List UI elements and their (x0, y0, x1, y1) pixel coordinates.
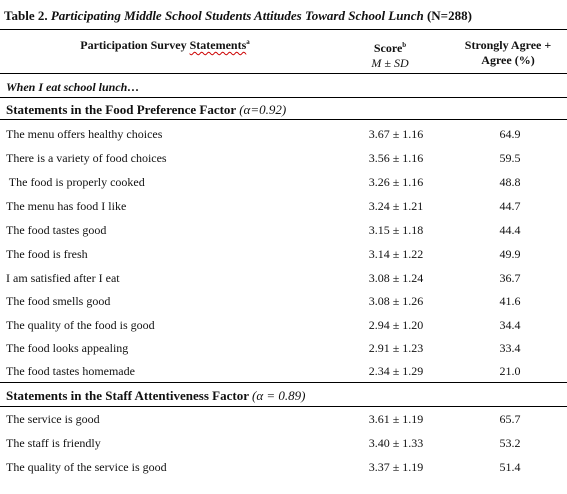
row-score: 3.61 ± 1.19 (368, 412, 424, 426)
row-statement: I am satisfied after I eat (6, 271, 120, 285)
header-score-label: Score (373, 41, 403, 55)
section-title-staff-alpha: (α = 0.89) (252, 388, 306, 403)
table-caption (4, 8, 472, 24)
row-agree: 44.4 (499, 223, 521, 237)
row-agree: 41.6 (499, 294, 521, 308)
row-agree: 51.4 (499, 460, 521, 474)
section-title-staff (6, 388, 306, 404)
header-rule (0, 73, 567, 74)
row-agree: 64.9 (499, 127, 521, 141)
table-row (0, 412, 567, 436)
section-rule-1b (0, 119, 567, 120)
row-statement: The service is good (6, 412, 100, 426)
row-agree: 21.0 (499, 364, 521, 378)
intro-text: When I eat school lunch… (6, 80, 140, 94)
row-score: 2.94 ± 1.20 (368, 318, 424, 332)
caption-n: (N=288) (426, 8, 472, 23)
table-row (0, 318, 567, 342)
row-score: 3.26 ± 1.16 (368, 175, 424, 189)
table-row (0, 436, 567, 460)
header-agree (452, 38, 564, 68)
row-statement: The quality of the food is good (6, 318, 155, 332)
table-row (0, 199, 567, 223)
caption-lead: Table 2. (4, 8, 48, 23)
section-title-staff-text: Statements in the Staff Attentiveness Factor (6, 388, 249, 403)
header-statements-sup: a (246, 38, 250, 46)
row-score: 3.15 ± 1.18 (368, 223, 424, 237)
header-statements-label: Participation Survey (80, 38, 190, 52)
header-score (352, 38, 428, 71)
row-statement: The food is fresh (6, 247, 88, 261)
table-row (0, 271, 567, 295)
table-row (0, 364, 567, 388)
row-agree: 33.4 (499, 341, 521, 355)
row-score: 3.40 ± 1.33 (368, 436, 424, 450)
row-statement: There is a variety of food choices (6, 151, 167, 165)
row-score: 3.67 ± 1.16 (368, 127, 424, 141)
table-row (0, 341, 567, 365)
top-rule (0, 29, 567, 30)
row-statement: The food is properly cooked (6, 175, 145, 189)
row-score: 3.08 ± 1.26 (368, 294, 424, 308)
row-score: 2.91 ± 1.23 (368, 341, 424, 355)
row-agree: 49.9 (499, 247, 521, 261)
row-statement: The food tastes homemade (6, 364, 135, 378)
row-agree: 44.7 (499, 199, 521, 213)
table-row (0, 127, 567, 151)
section-title-food-alpha: (α=0.92) (239, 102, 287, 117)
row-statement: The menu has food I like (6, 199, 127, 213)
row-statement: The food looks appealing (6, 341, 129, 355)
row-agree: 36.7 (499, 271, 521, 285)
row-statement: The food tastes good (6, 223, 107, 237)
section-rule-2a (0, 382, 567, 383)
row-agree: 48.8 (499, 175, 521, 189)
header-agree-line1: Strongly Agree + (464, 38, 552, 52)
row-agree: 59.5 (499, 151, 521, 165)
header-score-sub: M ± SD (371, 56, 409, 70)
row-score: 3.24 ± 1.21 (368, 199, 424, 213)
section-title-food-text: Statements in the Food Preference Factor (6, 102, 236, 117)
row-agree: 34.4 (499, 318, 521, 332)
table-row (0, 223, 567, 247)
caption-title: Participating Middle School Students Attitudes Toward School Lunch (50, 8, 424, 23)
row-agree: 53.2 (499, 436, 521, 450)
row-score: 3.37 ± 1.19 (368, 460, 424, 474)
row-statement: The quality of the service is good (6, 460, 167, 474)
row-score: 3.08 ± 1.24 (368, 271, 424, 285)
table-row (0, 247, 567, 271)
table-row (0, 151, 567, 175)
header-score-sup: b (402, 41, 407, 49)
row-statement: The staff is friendly (6, 436, 101, 450)
row-score: 3.14 ± 1.22 (368, 247, 424, 261)
table-row (0, 294, 567, 318)
header-statements-word: Statements (189, 38, 247, 52)
section-rule-1a (0, 97, 567, 98)
row-statement: The food smells good (6, 294, 111, 308)
header-agree-line2: Agree (%) (481, 53, 535, 67)
table-row (0, 175, 567, 199)
row-statement: The menu offers healthy choices (6, 127, 163, 141)
row-agree: 65.7 (499, 412, 521, 426)
section-rule-2b (0, 406, 567, 407)
header-statements (0, 38, 330, 53)
table-row (0, 460, 567, 484)
section-title-food (6, 102, 286, 118)
row-score: 3.56 ± 1.16 (368, 151, 424, 165)
row-score: 2.34 ± 1.29 (368, 364, 424, 378)
